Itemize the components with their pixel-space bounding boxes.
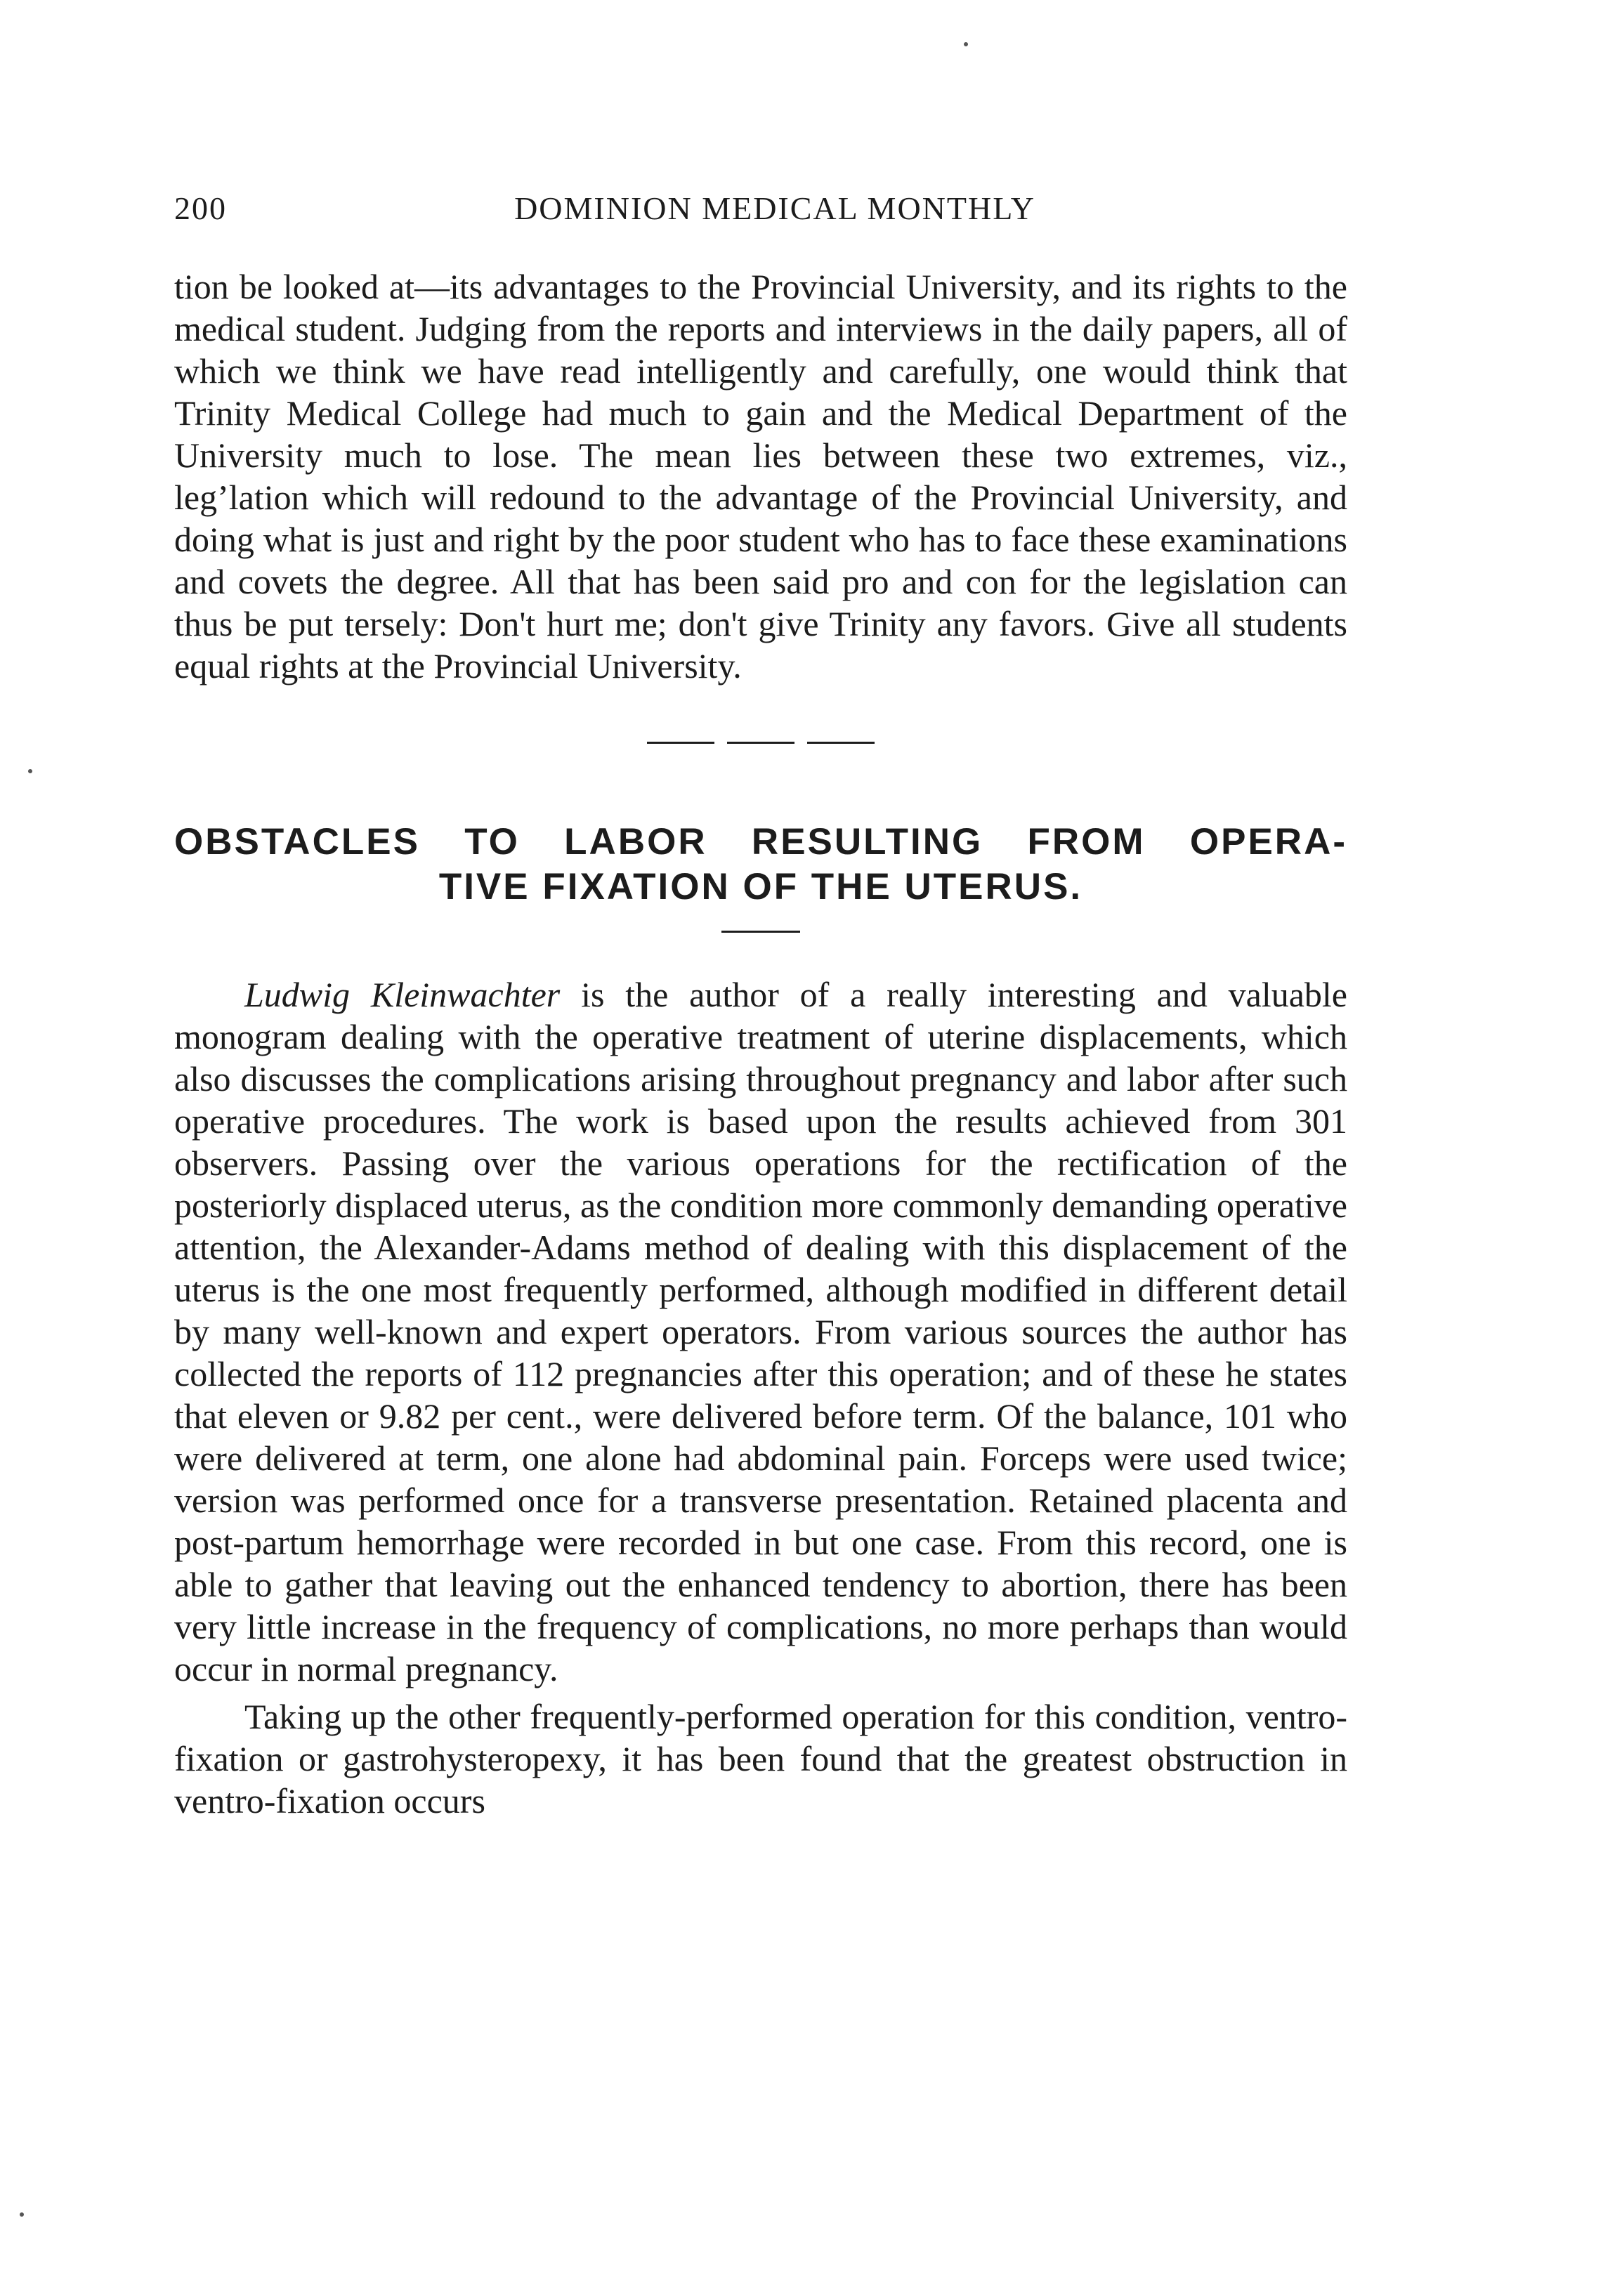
margin-speck-bottom — [20, 2212, 24, 2217]
author-name: Ludwig Kleinwachter — [244, 975, 561, 1014]
divider-dash — [647, 742, 714, 744]
article-title-line-2: TIVE FIXATION OF THE UTERUS. — [438, 866, 1083, 907]
divider-dash — [807, 742, 875, 744]
title-rule — [721, 931, 800, 933]
margin-speck-top — [964, 42, 968, 46]
page-number: 200 — [174, 190, 227, 226]
margin-speck-left — [28, 769, 32, 773]
section-divider — [174, 742, 1347, 744]
article-title — [174, 820, 1347, 910]
continuation-paragraph: tion be looked at—its advantages to the Provincial University, and its rights to the medical student. Judging from the reports and interviews in the daily papers, all of which we think we have read intelligently and carefully, one would think that Trinity Medical College had much to gain and the Medical Department of the University much to lose. The mean lies between these two extremes, viz., legʼlation which will redound to the advantage of the Provincial University, and doing what is just and right by the poor student who has to face these examinations and covets the degree. All that has been said pro and con for the legislation can thus be put tersely: Don't hurt me; don't give Trinity any favors. Give all students equal rights at the Provincial University. — [174, 267, 1347, 685]
article-paragraph-2: Taking up the other frequently-performed operation for this condition, ventro-fixation or gastrohysteropexy, it has been found that the greatest obstruction in ventro-fixation occurs — [174, 1697, 1347, 1821]
divider-dash — [727, 742, 794, 744]
article-paragraph-1-text: is the author of a really interesting and valuable monogram dealing with the operative treatment of uterine displacements, which also discusses the complications arising throughout pregnancy and labor after such operative procedures. The work is based upon the results achieved from 301 observers. Passing over the various operations for the rectification of the posteriorly displaced uterus, as the condition more commonly demanding operative attention, the Alexander-Adams method of dealing with this displacement of the uterus is the one most frequently performed, although modified in different detail by many well-known and expert operators. From various sources the author has collected the reports of 112 pregnancies after this operation; and of these he states that eleven or 9.82 per cent., were delivered before term. Of the balance, 101 who were delivered at term, one alone had abdominal pain. Forceps were used twice; version was performed once for a transverse presentation. Retained placenta and post-partum hemorrhage were recorded in but one case. From this record, one is able to gather that leaving out the enhanced tendency to abortion, there has been very little increase in the frequency of complications, no more perhaps than would occur in normal pregnancy. — [174, 975, 1347, 1688]
running-head — [174, 190, 1347, 236]
page — [174, 190, 1347, 1822]
journal-title: DOMINION MEDICAL MONTHLY — [514, 190, 1035, 226]
article-title-line-1: OBSTACLES TO LABOR RESULTING FROM OPERA- — [174, 821, 1347, 862]
article-paragraph-1 — [174, 973, 1347, 1690]
